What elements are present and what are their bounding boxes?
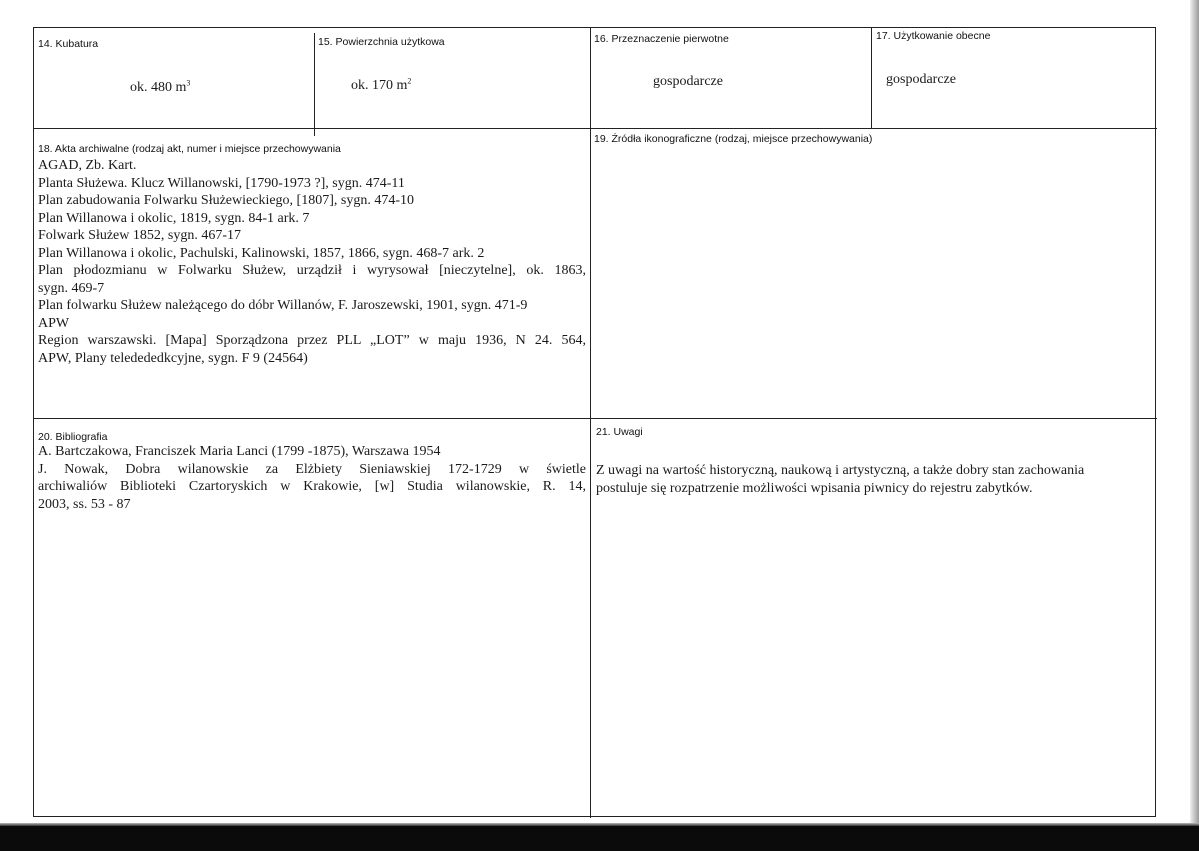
field-19-label: 19. Źródła ikonograficzne (rodzaj, miejsce przechowywania) [594,133,873,145]
record-card-form [33,27,1156,817]
field-14-value-text: ok. 480 m [130,80,187,95]
field-18-text [38,157,586,367]
field-17-uzytkowanie [872,28,1156,128]
field-20-line: A. Bartczakowa, Franciszek Maria Lanci (1799 -1875), Warszawa 1954 [38,444,441,459]
field-18-line: Plan płodozmianu w Folwarku Służew, urządził i wyrysował [nieczytelne], ok. 1863, [38,263,586,278]
field-18-line: Plan folwarku Służew należącego do dóbr Willanów, F. Jaroszewski, 1901, sygn. 471-9 [38,298,528,313]
scan-right-edge [1190,0,1199,826]
field-15-label: 15. Powierzchnia użytkowa [318,36,445,48]
field-14-kubatura [34,28,314,128]
field-15-value [351,78,411,94]
field-18-line: Region warszawski. [Mapa] Sporządzona przez PLL „LOT” w maju 1936, N 24. 564, [38,333,586,348]
field-21-line: postuluje się rozpatrzenie możliwości wpisania piwnicy do rejestru zabytków. [596,480,1033,496]
field-17-value: gospodarcze [886,72,956,87]
field-18-line: Folwark Służew 1852, sygn. 467-17 [38,228,241,243]
scan-bottom-border [0,826,1199,851]
field-21-line: Z uwagi na wartość historyczną, naukową i artystyczną, a także dobry stan zachowania [596,463,1085,478]
field-16-value: gospodarcze [653,74,723,89]
field-18-line: Planta Służewa. Klucz Willanowski, [1790-1973 ?], sygn. 474-11 [38,175,405,191]
field-20-label: 20. Bibliografia [38,431,108,443]
field-18-akta-archiwalne [34,129,590,418]
field-16-przeznaczenie [591,28,871,128]
field-18-line: sygn. 469-7 [38,280,105,296]
field-18-line: AGAD, Zb. Kart. [38,158,137,173]
field-20-bibliografia [34,419,590,818]
field-21-text [596,462,1148,497]
field-18-line: Plan zabudowania Folwarku Służewieckiego, [1807], sygn. 474-10 [38,193,414,208]
field-18-line: APW [38,315,70,331]
field-17-label: 17. Użytkowanie obecne [876,30,991,42]
field-21-label: 21. Uwagi [596,426,643,438]
field-15-value-text: ok. 170 m [351,78,408,93]
field-14-unit-exponent: 3 [186,78,191,88]
field-18-line: APW, Plany teledededkcyjne, sygn. F 9 (24564) [38,350,308,366]
field-18-line: Plan Willanowa i okolic, 1819, sygn. 84-1 ark. 7 [38,210,310,226]
field-15-powierzchnia [315,28,590,128]
field-14-label: 14. Kubatura [38,38,99,50]
field-20-line: archiwaliów Biblioteki Czartoryskich w Krakowie, [w] Studia wilanowskie, R. 14, [38,479,586,494]
field-20-line: 2003, ss. 53 - 87 [38,496,131,512]
field-20-text [38,443,586,513]
field-19-zrodla-ikonograficzne [591,129,1157,418]
field-18-line: Plan Willanowa i okolic, Pachulski, Kalinowski, 1857, 1866, sygn. 468-7 ark. 2 [38,245,485,261]
field-18-label: 18. Akta archiwalne (rodzaj akt, numer i miejsce przechowywania [38,143,341,155]
field-15-unit-exponent: 2 [407,76,412,86]
field-16-label: 16. Przeznaczenie pierwotne [594,33,729,45]
field-20-line: J. Nowak, Dobra wilanowskie za Elżbiety Sieniawskiej 172-1729 w świetle [38,461,586,477]
field-14-value [130,80,190,96]
field-21-uwagi [591,419,1157,818]
